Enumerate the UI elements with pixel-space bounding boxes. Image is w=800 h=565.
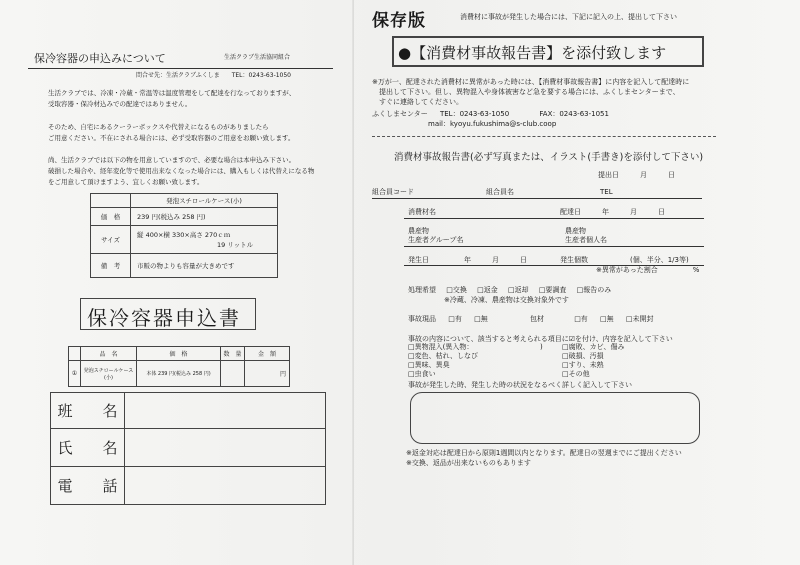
member-row-line[interactable] — [372, 198, 702, 199]
content-intro: 事故の内容について、該当すると考えられる項目に☑を付け、内容を記入して下さい — [408, 335, 673, 343]
member-name-label: 組合員名 — [486, 188, 514, 196]
order-unit: 円 — [279, 371, 286, 378]
wrap-unopened[interactable]: □未開封 — [625, 315, 654, 323]
spec-product: 発泡スチロールケース(小) — [131, 194, 278, 208]
left-title: 保冷容器の申込みについて — [34, 52, 166, 65]
spec-table — [90, 193, 278, 278]
cat-unripe[interactable]: □すり、未熟 — [562, 361, 604, 369]
evidence-no[interactable]: □無 — [474, 315, 488, 323]
center-tel: TEL：0243-63-1050 — [439, 110, 510, 118]
cat-foreign-object[interactable]: □異物混入(異入物： — [408, 343, 474, 351]
farm-group-label: 農産物 生産者グループ名 — [408, 227, 464, 244]
product-name-label: 消費材名 — [408, 208, 436, 216]
form-title: 保冷容器申込書 — [87, 306, 241, 330]
spec-size1: 縦 400×横 330×高さ 270ｃｍ — [137, 230, 231, 239]
stamp-hozonban: 保存版 — [372, 11, 426, 31]
evidence-row — [408, 314, 654, 325]
order-col-qty: 数 量 — [221, 347, 245, 361]
center-mail: mail：kyoyu.fukushima@s-club.coop — [428, 120, 557, 128]
cat-insect[interactable]: □虫食い — [408, 370, 436, 378]
evidence-yes[interactable]: □有 — [448, 315, 462, 323]
header-rule — [28, 68, 333, 69]
dashed-separator — [372, 136, 716, 137]
wrap-label: 包材 — [529, 315, 544, 323]
left-para1: 生活クラブでは、冷凍・冷蔵・常温等は温度管理をして配達を行なっておりますが、 受取容器・保冷材込みでの配達ではありません。 — [48, 89, 296, 108]
notice-block: ※万が一、配達された消費材に異常があった時には、【消費材事故報告書】に内容を記入して配達時に 提出して下さい。但し、異物混入や身体被害など急を要する場合には、ふくしまセンターまで、 すぐに連絡してください。 — [372, 78, 690, 106]
spec-size-label: サイズ — [91, 226, 131, 254]
left-para2: そのため、自宅にあるクーラーボックスや代替えになるものがありましたら ご用意ください。不在にされる場合には、必ず受取容器のご用意をお願い致します。 — [48, 123, 295, 142]
left-header — [28, 44, 333, 82]
handling-label: 処理希望 — [408, 286, 436, 294]
spec-price-label: 価 格 — [91, 208, 131, 226]
farm-individual-label: 農産物 生産者個人名 — [565, 227, 607, 244]
handling-note: ※冷蔵、冷凍、農産物は交換対象外です — [444, 296, 569, 304]
handling-return[interactable]: □返却 — [507, 286, 529, 294]
situation-label: 事故が発生した時、発生した時の状況をなるべく詳しく記入して下さい — [408, 381, 632, 389]
product-row-line[interactable] — [404, 218, 704, 219]
abnormal-ratio: ※異常があった割合 % — [596, 266, 700, 274]
wrap-yes[interactable]: □有 — [574, 315, 588, 323]
footnote-exchange: ※交換、返品が出来ないものもあります — [406, 459, 531, 467]
handling-refund[interactable]: □返金 — [477, 286, 498, 294]
handling-investigate[interactable]: □要調査 — [538, 286, 567, 294]
member-code-label: 組合員コード — [372, 188, 414, 196]
situation-box[interactable] — [410, 392, 700, 444]
cat-odd-taste[interactable]: □異味、異臭 — [408, 361, 450, 369]
spec-size2: 19 リットル — [217, 240, 254, 249]
wrap-no[interactable]: □無 — [600, 315, 614, 323]
page-fold — [352, 0, 354, 565]
order-row-no: ① — [69, 361, 81, 387]
occur-date: 発生日 年 月 日 — [408, 256, 527, 264]
name-field[interactable] — [125, 429, 326, 467]
tel-label: TEL — [600, 188, 613, 196]
cat-other[interactable]: □その他 — [562, 370, 590, 378]
submit-date: 提出日 月 日 — [598, 171, 675, 179]
left-para3: 尚、生活クラブでは以下の物を用意していますので、必要な場合は本申込み下さい。 破損した場合や、経年変化等で使用出来なくなった場合には、購入もしくは代替えになる物 をご用意して頂けますよう、宜しくお願い致します。 — [48, 156, 315, 186]
spec-note: 市販の物よりも容量が大きめです — [131, 254, 278, 278]
center-fax: FAX：0243-63-1051 — [539, 110, 609, 118]
order-col-amount: 金 額 — [245, 347, 290, 361]
handling-report-only[interactable]: □報告のみ — [576, 286, 612, 294]
team-field[interactable] — [125, 393, 326, 429]
spec-note-label: 備 考 — [91, 254, 131, 278]
contact-line: 問合せ先：生活クラブふくしま TEL：0243-63-1050 — [136, 72, 292, 79]
evidence-label: 事故現品 — [408, 315, 436, 323]
order-amount-field[interactable] — [245, 361, 290, 387]
order-col-name: 品 名 — [81, 347, 137, 361]
banner-text: ●【消費材事故報告書】を添付致します — [398, 44, 667, 62]
order-table — [68, 346, 290, 387]
farm-row-line[interactable] — [404, 246, 704, 247]
intro-text: 消費材に事故が発生した場合には、下記に記入の上、提出して下さい — [460, 13, 677, 21]
category-col1 — [408, 343, 478, 379]
field-team-label: 班 名 — [51, 393, 125, 429]
field-name-label: 氏 名 — [51, 429, 125, 467]
footnote-refund: ※返金対応は配達日から原則1週間以内となります。配達日の翌週までにご提出ください — [406, 449, 682, 457]
contact-block — [372, 109, 792, 129]
org-name: 生活クラブ生活協同組合 — [224, 54, 291, 61]
spec-price: 239 円(税込み 258 円) — [131, 208, 278, 226]
cat-discolor[interactable]: □変色、枯れ、しなび — [408, 352, 479, 360]
occur-count: 発生個数 (個、半分、1/3等) — [560, 256, 689, 264]
field-phone-label: 電 話 — [51, 467, 125, 505]
order-row-name: 発泡スチロールケース(小) — [81, 361, 137, 387]
delivery-date: 配達日 年 月 日 — [560, 208, 665, 216]
cat-rot[interactable]: □腐敗、カビ、傷み — [562, 343, 625, 351]
center-name: ふくしまセンター — [372, 110, 428, 118]
order-row-price: 本体 239 円(税込み 258 円) — [137, 361, 221, 387]
report-title: 消費材事故報告書(必ず写真または、イラスト(手書き)を添付して下さい) — [394, 152, 704, 163]
order-qty-field[interactable] — [221, 361, 245, 387]
phone-field[interactable] — [125, 467, 326, 505]
applicant-table — [50, 392, 326, 505]
handling-exchange[interactable]: □交換 — [446, 286, 467, 294]
foreign-close-paren: ) — [540, 343, 543, 351]
cat-damage[interactable]: □破損、汚損 — [562, 352, 604, 360]
order-col-price: 価 格 — [137, 347, 221, 361]
category-col2 — [562, 343, 625, 379]
